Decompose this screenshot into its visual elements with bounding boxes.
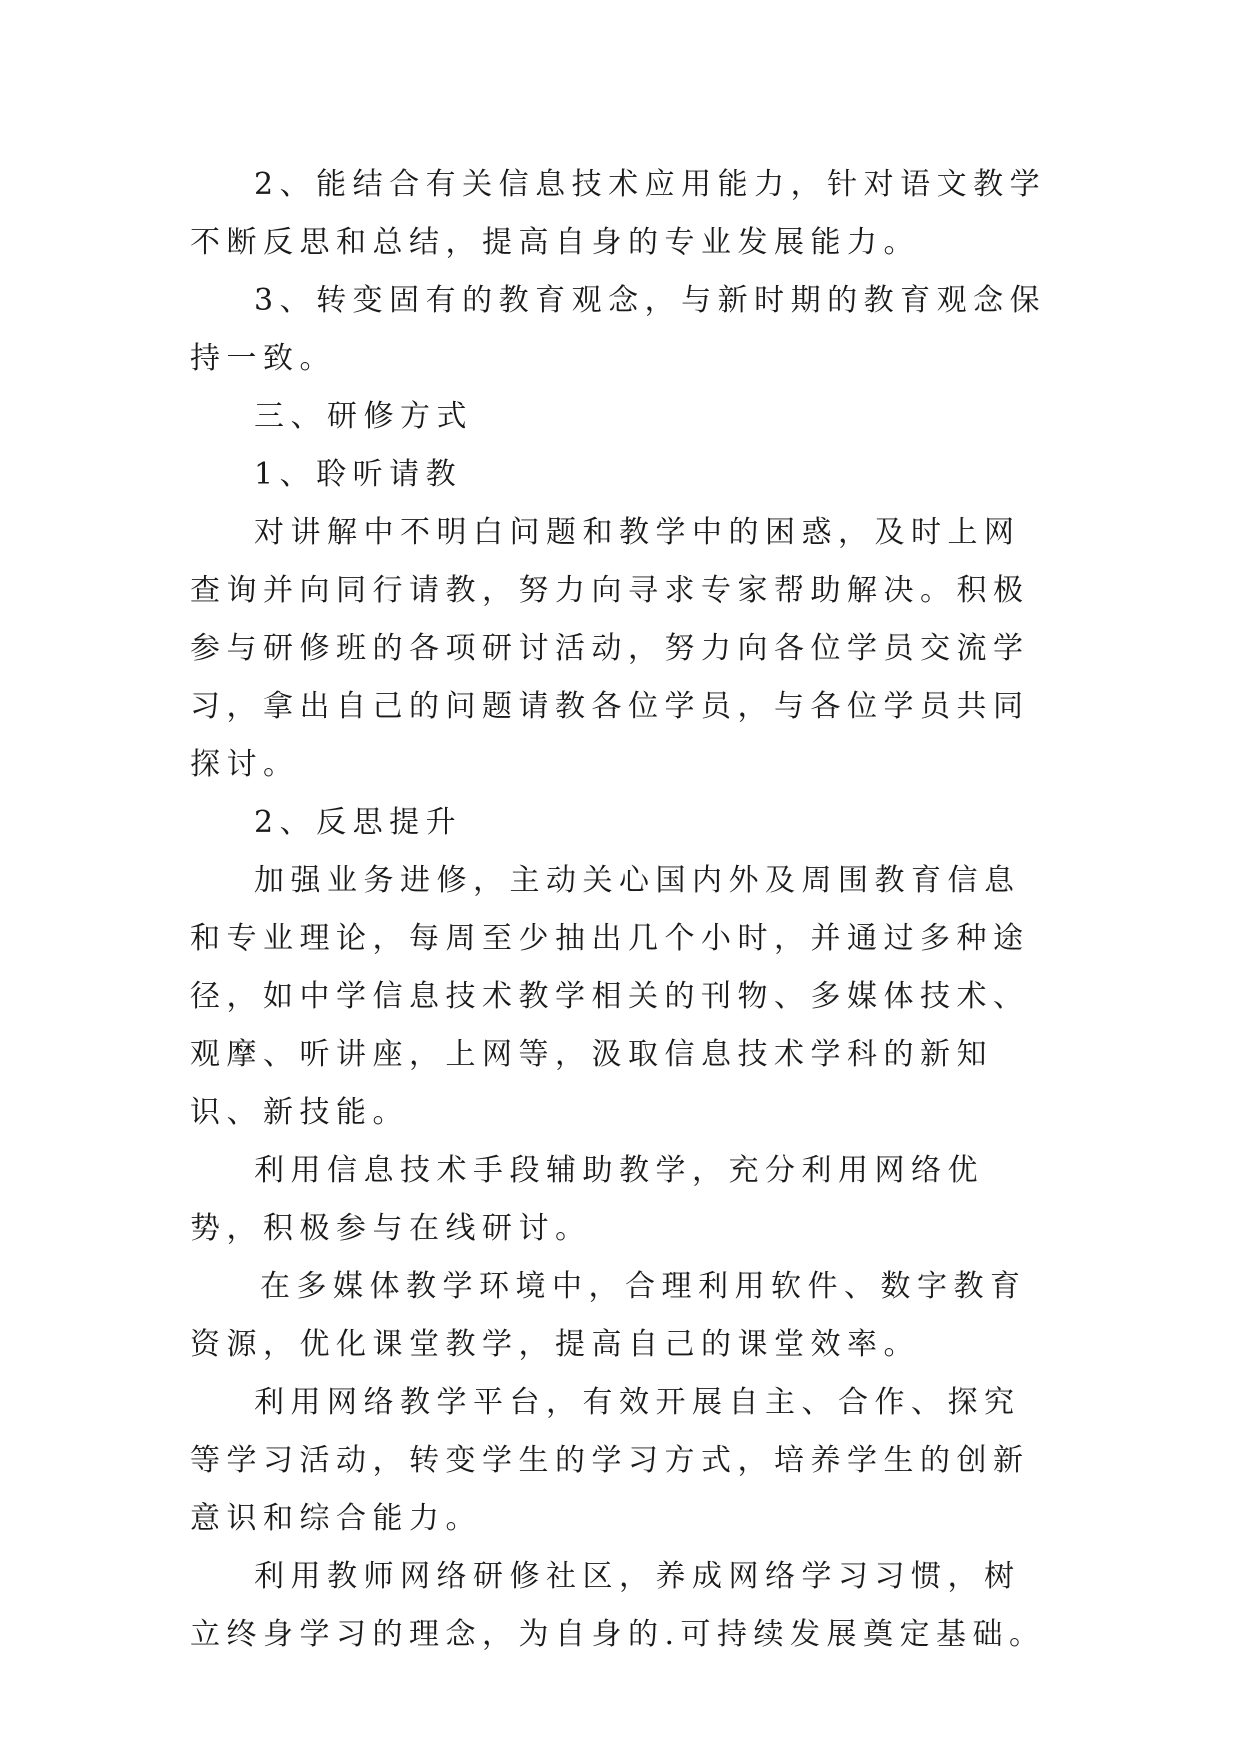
paragraph-goal-3: 3、转变固有的教育观念，与新时期的教育观念保持一致。 bbox=[190, 283, 1047, 376]
paragraph-study: 加强业务进修，主动关心国内外及周围教育信息和专业理论，每周至少抽出几个小时，并通过多种途径，如中学信息技术教学相关的刊物、多媒体技术、观摩、听讲座，上网等，汲取信息技术学科的新知识、新技能。 bbox=[190, 863, 1030, 1130]
subheading-listen: 1、聆听请教 bbox=[254, 457, 463, 492]
paragraph-listen: 对讲解中不明白问题和教学中的困惑，及时上网查询并向同行请教，努力向寻求专家帮助解决。积极参与研修班的各项研讨活动，努力向各位学员交流学习，拿出自己的问题请教各位学员，与各位学员共同探讨。 bbox=[190, 515, 1030, 782]
paragraph-platform: 利用网络教学平台，有效开展自主、合作、探究等学习活动，转变学生的学习方式，培养学生的创新意识和综合能力。 bbox=[190, 1385, 1030, 1536]
subheading-reflect: 2、反思提升 bbox=[254, 805, 463, 840]
paragraph-online: 利用信息技术手段辅助教学，充分利用网络优势，积极参与在线研讨。 bbox=[190, 1153, 984, 1246]
document-body bbox=[190, 156, 1050, 1664]
paragraph-multimedia: 在多媒体教学环境中，合理利用软件、数字教育资源，优化课堂教学，提高自己的课堂效率。 bbox=[190, 1269, 1027, 1362]
paragraph-community: 利用教师网络研修社区，养成网络学习习惯，树立终身学习的理念，为自身的.可持续发展奠定基础。 bbox=[190, 1559, 1046, 1652]
paragraph-goal-2: 2、能结合有关信息技术应用能力，针对语文教学不断反思和总结，提高自身的专业发展能力。 bbox=[190, 167, 1047, 260]
section-heading-methods: 三、研修方式 bbox=[254, 399, 473, 434]
